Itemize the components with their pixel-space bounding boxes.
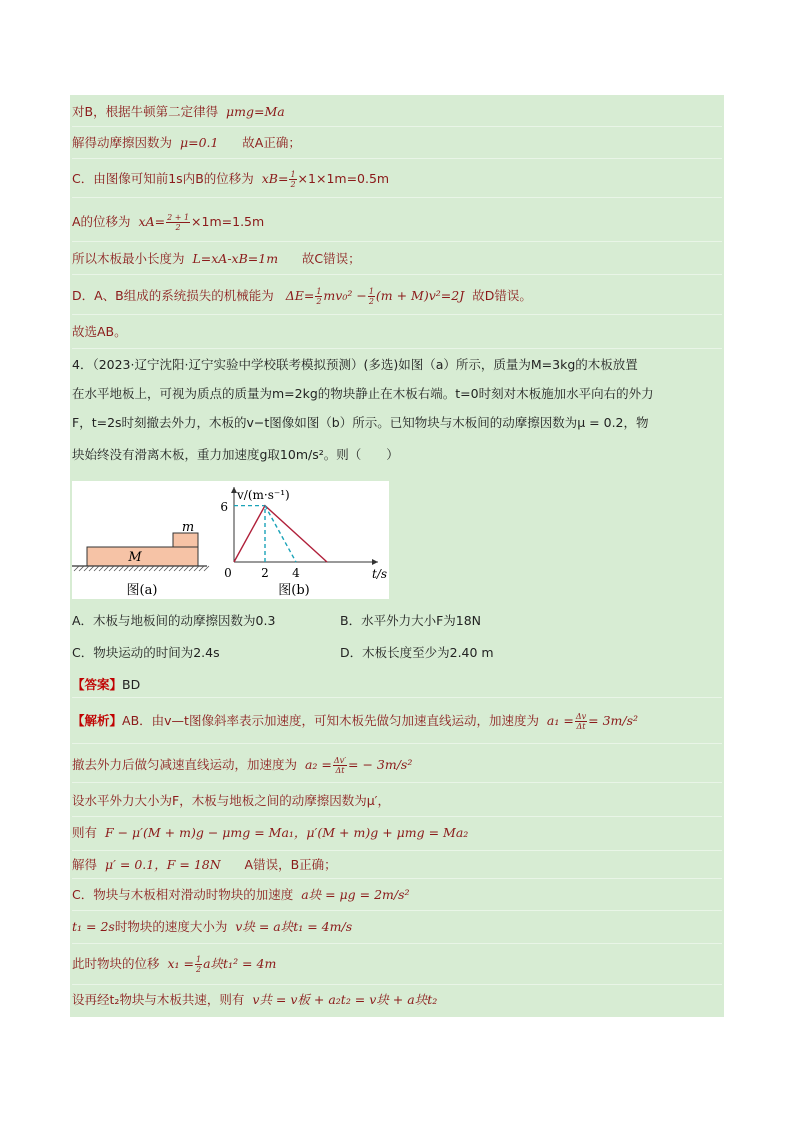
hatch-mark xyxy=(144,566,149,571)
hatch-mark xyxy=(109,566,114,571)
hatch-mark xyxy=(79,566,84,571)
x-tick-4: 4 xyxy=(292,566,300,580)
hatch-mark xyxy=(114,566,119,571)
solution-line: A的位移为 xA= $\frac{2 + 1}{2}$ ×1m=1.5m xyxy=(72,213,265,232)
divider xyxy=(72,697,722,698)
hatch-mark xyxy=(89,566,94,571)
question-line: 在水平地板上，可视为质点的质量为m=2kg的物块静止在木板右端。t=0时刻对木板施加水平向右的外力 xyxy=(72,386,654,401)
small-block xyxy=(173,533,198,547)
option-d: D．木板长度至少为2.40 m xyxy=(340,645,494,660)
y-tick-6: 6 xyxy=(220,500,228,514)
board-velocity-line xyxy=(234,506,327,562)
analysis-line: 则有 F − μ′(M + m)g − μmg = Ma₁，μ′(M + m)g + μmg = Ma₂ xyxy=(72,825,469,840)
hatch-mark xyxy=(139,566,144,571)
hatch-mark xyxy=(194,566,199,571)
divider xyxy=(72,197,722,198)
question-line: 块始终没有滑离木板，重力加速度g取10m/s²。则（ ） xyxy=(72,447,399,462)
divider xyxy=(72,878,722,879)
divider xyxy=(72,314,722,315)
question-line: 4．（2023·辽宁沈阳·辽宁实验中学校联考模拟预测）(多选)如图（a）所示，质量为M=3kg的木板放置 xyxy=(72,357,638,372)
hatch-mark xyxy=(119,566,124,571)
question-line: F，t=2s时刻撤去外力，木板的v−t图像如图（b）所示。已知物块与木板间的动摩擦因数为μ = 0.2，物 xyxy=(72,415,649,430)
solution-line: 对B，根据牛顿第二定律得 μmg=Ma xyxy=(72,104,285,119)
solution-line: 故选AB。 xyxy=(72,324,127,339)
option-b: B．水平外力大小F为18N xyxy=(340,613,482,628)
hatch-mark xyxy=(204,566,209,571)
hatch-mark xyxy=(84,566,89,571)
figure-svg xyxy=(72,481,389,599)
ground-hatch xyxy=(74,566,209,571)
hatch-mark xyxy=(99,566,104,571)
divider xyxy=(72,910,722,911)
solution-line: C．由图像可知前1s内B的位移为 xB= $\frac{1}{2}$ ×1×1m=0.5m xyxy=(72,170,390,189)
hatch-mark xyxy=(154,566,159,571)
divider xyxy=(72,816,722,817)
hatch-mark xyxy=(134,566,139,571)
analysis-line: C．物块与木板相对滑动时物块的加速度 a块 = μg = 2m/s² xyxy=(72,887,410,902)
divider xyxy=(72,241,722,242)
analysis-line: 设再经t₂物块与木板共速，则有 v共 = v板 + a₂t₂ = v块 + a块t₂ xyxy=(72,992,438,1007)
option-a: A．木板与地板间的动摩擦因数为0.3 xyxy=(72,613,276,628)
option-c: C．物块运动的时间为2.4s xyxy=(72,645,220,660)
guide-line-2 xyxy=(265,506,296,562)
divider xyxy=(72,782,722,783)
solution-line: 所以木板最小长度为 L=xA-xB=1m 故C错误； xyxy=(72,251,361,266)
hatch-mark xyxy=(149,566,154,571)
hatch-mark xyxy=(129,566,134,571)
plot-area xyxy=(234,506,327,562)
x-axis-label: t/s xyxy=(372,567,388,581)
caption-a: 图(a) xyxy=(126,583,158,598)
divider xyxy=(72,348,722,349)
analysis-line: 【解析】AB．由v—t图像斜率表示加速度，可知木板先做匀加速直线运动，加速度为 a₁ = $\frac{\Delta v}{\Delta t}$ = 3m/s² xyxy=(72,712,639,731)
option-row xyxy=(72,644,722,662)
analysis-line: t₁ = 2s时物块的速度大小为 v块 = a块t₁ = 4m/s xyxy=(72,919,353,934)
hatch-mark xyxy=(164,566,169,571)
x-axis-arrow xyxy=(372,559,378,565)
solution-line: D．A、B组成的系统损失的机械能为 ΔE= $\frac{1}{2}$ mv₀² − $\frac{1}{2}$ (m + M)v²=2J 故D错误。 xyxy=(72,287,532,306)
label-board-mass: M xyxy=(128,550,142,565)
caption-b: 图(b) xyxy=(278,583,310,598)
hatch-mark xyxy=(104,566,109,571)
hatch-mark xyxy=(199,566,204,571)
analysis-line: 此时物块的位移 x₁ = $\frac{1}{2}$ a块t₁² = 4m xyxy=(72,955,277,974)
divider xyxy=(72,743,722,744)
analysis-line: 撤去外力后做匀减速直线运动，加速度为 a₂ = $\frac{\Delta v'}{\Delta t}$ = − 3m/s² xyxy=(72,756,413,775)
solution-line: 解得动摩擦因数为 μ=0.1 故A正确； xyxy=(72,135,301,150)
hatch-mark xyxy=(184,566,189,571)
divider xyxy=(72,274,722,275)
option-row xyxy=(72,612,722,630)
analysis-line: 解得 μ′ = 0.1，F = 18N A错误，B正确； xyxy=(72,857,337,872)
hatch-mark xyxy=(94,566,99,571)
x-tick-2: 2 xyxy=(261,566,269,580)
hatch-mark xyxy=(189,566,194,571)
divider xyxy=(72,126,722,127)
y-axis-label: v/(m·s⁻¹) xyxy=(237,488,290,502)
hatch-mark xyxy=(169,566,174,571)
analysis-line: 设水平外力大小为F，木板与地板之间的动摩擦因数为μ′， xyxy=(72,793,390,808)
hatch-mark xyxy=(124,566,129,571)
x-tick-0: 0 xyxy=(224,566,232,580)
answer-line: 【答案】BD xyxy=(72,677,141,692)
hatch-mark xyxy=(159,566,164,571)
divider xyxy=(72,158,722,159)
hatch-mark xyxy=(74,566,79,571)
board-block xyxy=(87,547,198,566)
divider xyxy=(72,850,722,851)
divider xyxy=(72,943,722,944)
divider xyxy=(72,984,722,985)
label-block-mass: m xyxy=(181,520,195,535)
figure xyxy=(72,481,389,599)
hatch-mark xyxy=(179,566,184,571)
hatch-mark xyxy=(174,566,179,571)
